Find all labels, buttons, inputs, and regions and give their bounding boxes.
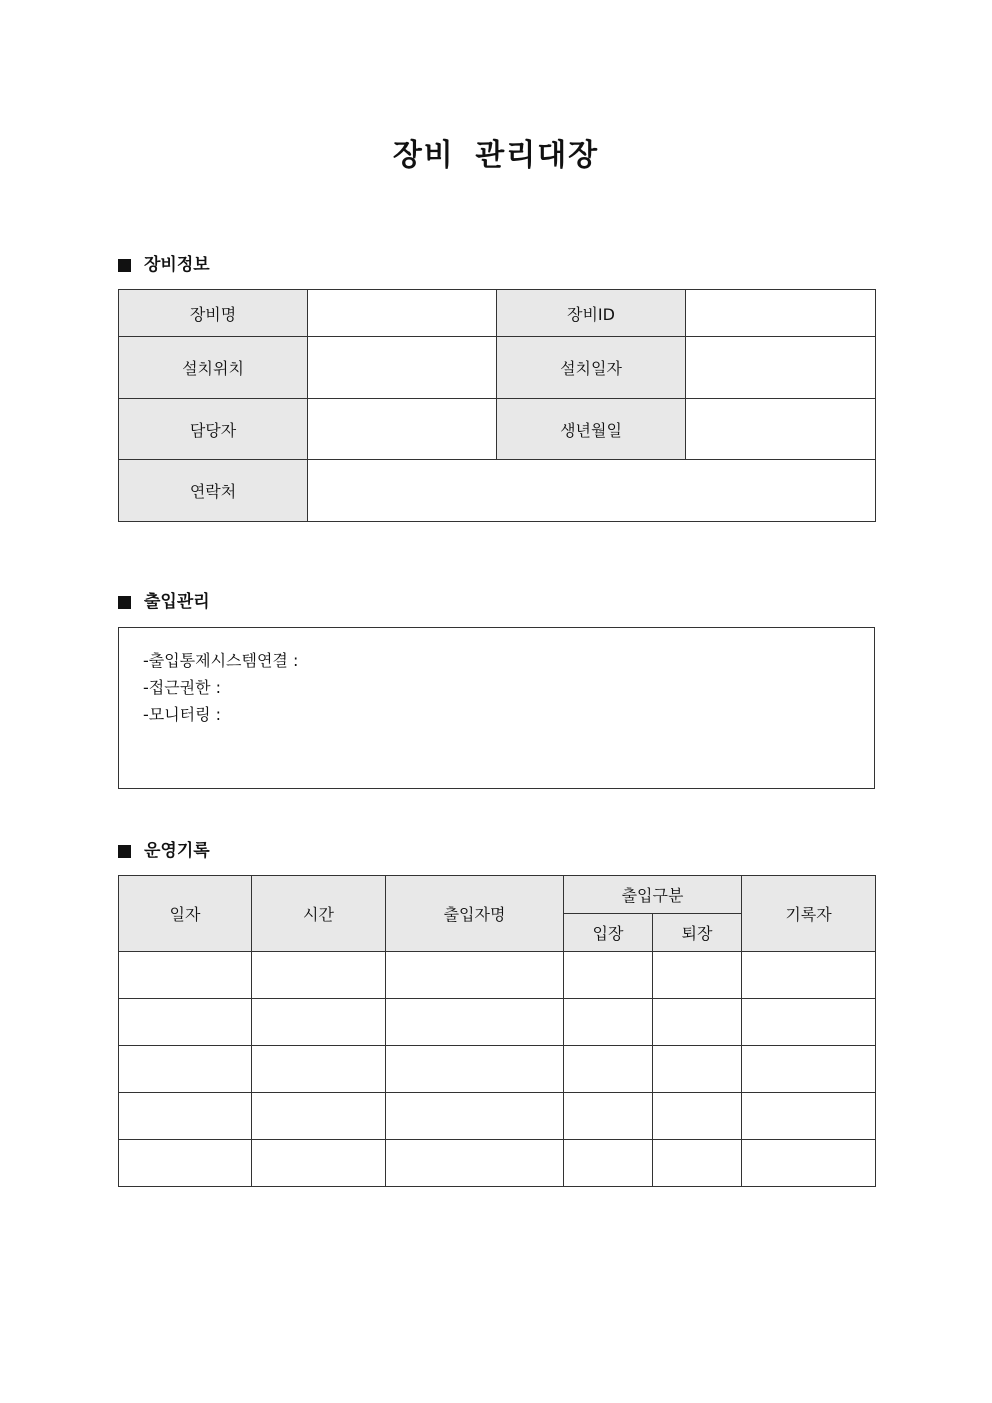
info-row-name	[119, 290, 876, 337]
cell-exit[interactable]	[653, 1093, 742, 1140]
label-install-location: 설치위치	[119, 337, 308, 399]
cell-visitor[interactable]	[386, 1140, 564, 1187]
cell-date[interactable]	[119, 1046, 252, 1093]
cell-date[interactable]	[119, 999, 252, 1046]
square-bullet-icon	[118, 845, 131, 858]
operation-log-heading-text: 운영기록	[144, 841, 210, 861]
value-equipment-name[interactable]	[308, 290, 497, 337]
cell-entry[interactable]	[564, 999, 653, 1046]
cell-time[interactable]	[252, 952, 386, 999]
cell-recorder[interactable]	[742, 999, 876, 1046]
column-header-entry: 입장	[564, 914, 653, 952]
cell-date[interactable]	[119, 1140, 252, 1187]
value-install-date[interactable]	[686, 337, 876, 399]
square-bullet-icon	[118, 596, 131, 609]
label-equipment-name: 장비명	[119, 290, 308, 337]
cell-date[interactable]	[119, 952, 252, 999]
label-install-date: 설치일자	[497, 337, 686, 399]
label-manager: 담당자	[119, 399, 308, 460]
table-row	[119, 999, 876, 1046]
cell-exit[interactable]	[653, 1140, 742, 1187]
value-contact[interactable]	[308, 460, 876, 522]
cell-entry[interactable]	[564, 1093, 653, 1140]
column-header-visitor: 출입자명	[386, 876, 564, 952]
cell-entry[interactable]	[564, 1140, 653, 1187]
cell-visitor[interactable]	[386, 952, 564, 999]
cell-entry[interactable]	[564, 1046, 653, 1093]
info-row-manager	[119, 399, 876, 460]
cell-recorder[interactable]	[742, 1046, 876, 1093]
table-row	[119, 1140, 876, 1187]
cell-recorder[interactable]	[742, 1093, 876, 1140]
cell-recorder[interactable]	[742, 952, 876, 999]
label-equipment-id: 장비ID	[497, 290, 686, 337]
cell-exit[interactable]	[653, 999, 742, 1046]
column-header-exit: 퇴장	[653, 914, 742, 952]
label-contact: 연락처	[119, 460, 308, 522]
value-manager[interactable]	[308, 399, 497, 460]
cell-visitor[interactable]	[386, 1093, 564, 1140]
square-bullet-icon	[118, 259, 131, 272]
log-header-row	[119, 876, 876, 914]
cell-time[interactable]	[252, 999, 386, 1046]
operation-log-table	[118, 875, 876, 1187]
info-row-contact	[119, 460, 876, 522]
equipment-info-heading-text: 장비정보	[144, 255, 210, 275]
access-management-box[interactable]	[118, 627, 875, 789]
value-birth-date[interactable]	[686, 399, 876, 460]
document-title: 장비 관리대장	[392, 138, 600, 173]
column-header-recorder: 기록자	[742, 876, 876, 952]
column-header-time: 시간	[252, 876, 386, 952]
monitoring-line: -모니터링 :	[143, 705, 222, 724]
access-management-heading	[118, 590, 210, 614]
cell-time[interactable]	[252, 1046, 386, 1093]
operation-log-heading	[118, 839, 210, 863]
equipment-info-heading	[118, 253, 210, 277]
value-install-location[interactable]	[308, 337, 497, 399]
table-row	[119, 1093, 876, 1140]
label-birth-date: 생년월일	[497, 399, 686, 460]
cell-date[interactable]	[119, 1093, 252, 1140]
cell-visitor[interactable]	[386, 1046, 564, 1093]
cell-recorder[interactable]	[742, 1140, 876, 1187]
equipment-info-table	[118, 289, 876, 522]
info-row-location	[119, 337, 876, 399]
value-equipment-id[interactable]	[686, 290, 876, 337]
access-management-heading-text: 출입관리	[144, 592, 210, 612]
cell-time[interactable]	[252, 1093, 386, 1140]
access-rights-line: -접근권한 :	[143, 678, 222, 697]
cell-exit[interactable]	[653, 952, 742, 999]
cell-entry[interactable]	[564, 952, 653, 999]
cell-time[interactable]	[252, 1140, 386, 1187]
cell-exit[interactable]	[653, 1046, 742, 1093]
table-row	[119, 952, 876, 999]
access-control-system-line: -출입통제시스템연결 :	[143, 651, 299, 670]
table-row	[119, 1046, 876, 1093]
cell-visitor[interactable]	[386, 999, 564, 1046]
column-header-access-type: 출입구분	[564, 876, 742, 914]
column-header-date: 일자	[119, 876, 252, 952]
